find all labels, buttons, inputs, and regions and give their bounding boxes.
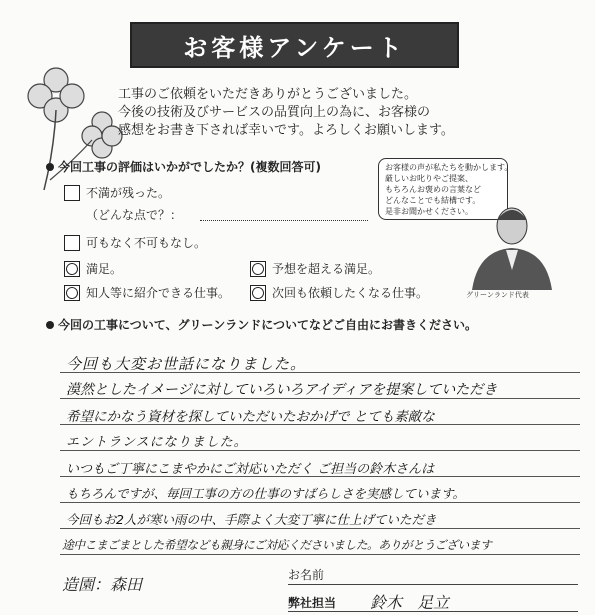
intro-line-1: 工事のご依頼をいただきありがとうございました。 xyxy=(118,87,418,102)
staff-signature xyxy=(370,590,449,613)
clover-small xyxy=(82,112,122,158)
page-title: お客様アンケート xyxy=(130,22,459,68)
question1-heading xyxy=(46,158,321,175)
option-satisfied[interactable] xyxy=(64,260,122,277)
comment-line: いつもご丁寧にこまやかにご対応いただく ご担当の鈴木さんは xyxy=(66,462,435,477)
detail-prompt xyxy=(86,206,182,223)
clover-decoration xyxy=(14,40,124,200)
bubble-line: どんなことでも結構です。 xyxy=(385,196,481,205)
rule-line xyxy=(60,528,580,529)
bubble-line: 是非お聞かせください。 xyxy=(385,207,473,216)
checkbox-next-time[interactable] xyxy=(250,285,266,301)
bubble-line: 厳しいお叱りやご提案、 xyxy=(385,174,473,183)
staff-name-2: 足立 xyxy=(417,593,450,612)
comment-line: 希望にかなう資材を探していただいたおかげで とても素敵な xyxy=(66,409,435,425)
landscape-contractor xyxy=(62,572,142,595)
landscape-label: 造園： xyxy=(62,575,111,594)
option-neutral[interactable] xyxy=(64,234,206,251)
bubble-line: お客様の声が私たちを動かします。 xyxy=(385,163,513,172)
option-neutral-label: 可もなく不可もなし。 xyxy=(86,236,207,250)
staff-label: 弊社担当 xyxy=(288,596,337,610)
comment-line: 途中こまごまとした希望なども親身にご対応くださいました。ありがとうございます xyxy=(62,538,492,552)
detail-prompt-label: （どんな点で？： xyxy=(86,208,183,222)
photo-caption: グリーンランド代表 xyxy=(466,291,529,299)
checkbox-neutral[interactable] xyxy=(64,235,80,251)
comment-line: 漠然としたイメージに対していろいろアイディアを提案していただき xyxy=(66,382,498,398)
checkbox-recommend[interactable] xyxy=(64,285,80,301)
bullet-icon xyxy=(46,163,54,171)
rule-line xyxy=(60,502,580,503)
bubble-line: もちろんお褒めの言葉など xyxy=(385,185,481,194)
option-recommend[interactable] xyxy=(64,284,230,301)
comment-line: もちろんですが、毎回工事の方の仕事のすばらしさを実感しています。 xyxy=(66,486,466,501)
option-satisfied-label: 満足。 xyxy=(86,262,123,276)
landscape-name: 森田 xyxy=(110,575,143,594)
customer-name-line[interactable] xyxy=(288,584,578,585)
question2-heading-text: 今回の工事について、グリーンランドについてなどご自由にお書きください。 xyxy=(58,318,478,332)
option-next-time[interactable] xyxy=(250,284,428,301)
bullet-icon xyxy=(46,321,54,329)
question1-heading-text: 今回工事の評価はいかがでしたか？(複数回答可) xyxy=(58,160,321,174)
staff-name-1: 鈴木 xyxy=(370,593,403,612)
comment-line: 今回もお2人が寒い雨の中、手際よく大変丁寧に仕上げていただき xyxy=(66,512,437,527)
option-exceeded-label: 予想を超える満足。 xyxy=(272,262,381,276)
option-next-time-label: 次回も依頼したくなる仕事。 xyxy=(272,286,429,300)
checkbox-satisfied[interactable] xyxy=(64,261,80,277)
detail-line[interactable] xyxy=(200,220,368,221)
rule-line xyxy=(60,554,580,555)
intro-line-2: 今後の技術及びサービスの品質向上の為に、お客様の xyxy=(118,105,431,120)
comment-line: エントランスになりました。 xyxy=(66,435,248,450)
option-unsatisfied[interactable] xyxy=(64,184,170,201)
comment-line: 今回も大変お世話になりました。 xyxy=(66,355,307,373)
option-unsatisfied-label: 不満が残った。 xyxy=(86,186,171,200)
customer-name-label: お名前 xyxy=(288,568,325,582)
option-recommend-label: 知人等に紹介できる仕事。 xyxy=(86,286,231,300)
intro-line-3: 感想をお書き下されば幸いです。よろしくお願いします。 xyxy=(118,123,454,138)
checkbox-unsatisfied[interactable] xyxy=(64,185,80,201)
rule-line xyxy=(60,450,580,451)
representative-photo xyxy=(462,198,562,290)
question2-heading xyxy=(46,316,477,333)
option-exceeded[interactable] xyxy=(250,260,380,277)
checkbox-exceeded[interactable] xyxy=(250,261,266,277)
staff-line xyxy=(288,611,578,612)
